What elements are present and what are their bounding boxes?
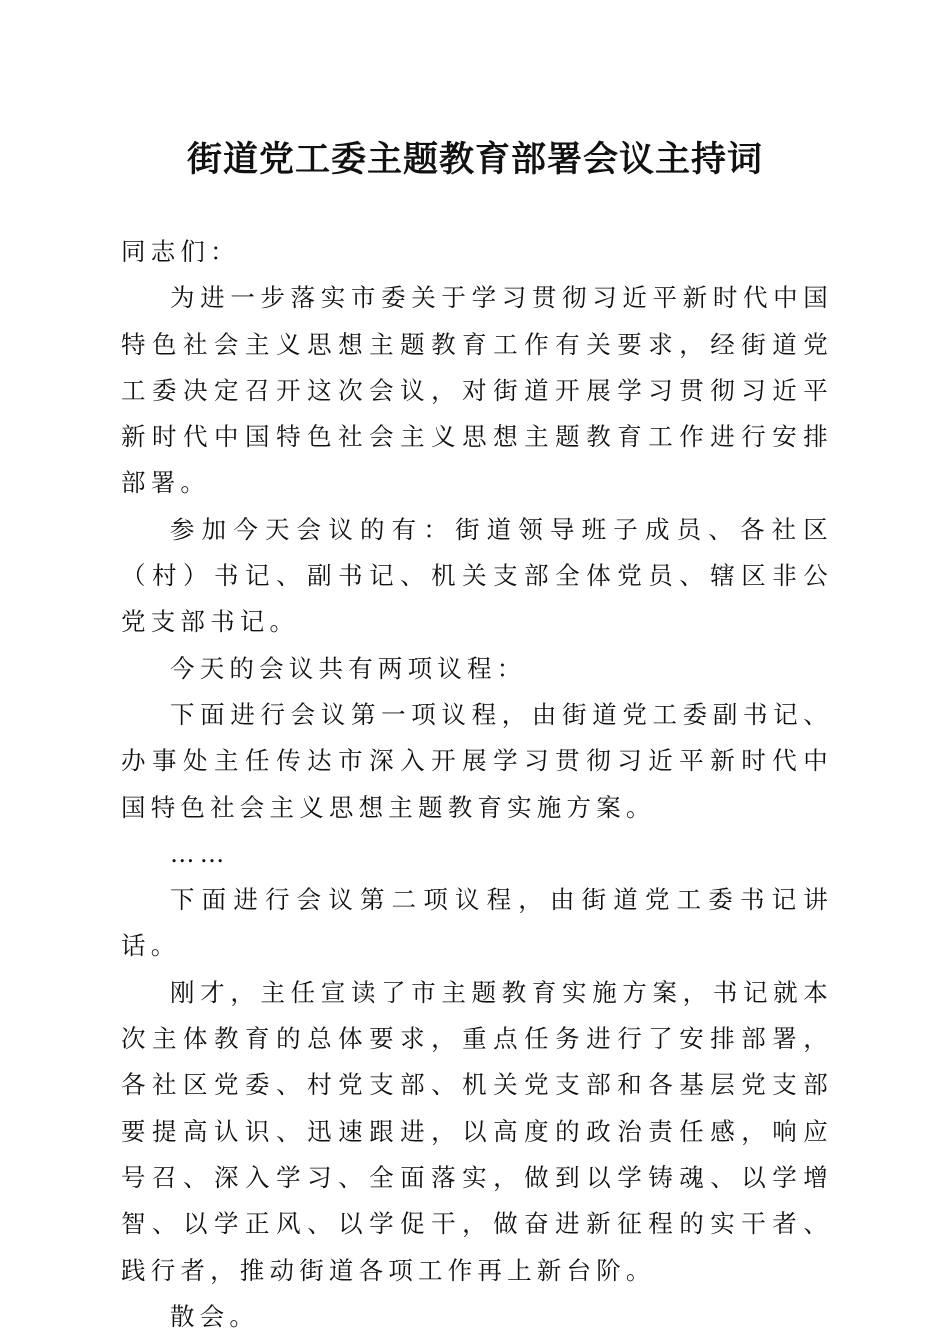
salutation: 同志们：	[121, 237, 240, 266]
paragraph-agenda-intro: 今天的会议共有两项议程：	[170, 653, 527, 683]
paragraph-purpose: 为进一步落实市委关于学习贯彻习近平新时代中国特色社会主义思想主题教育工作有关要求，经街道党工委决定召开这次会议，对街道开展学习贯彻习近平新时代中国特色社会主义思想主题教育工作进行安排部署。	[121, 283, 833, 498]
document-title: 街道党工委主题教育部署会议主持词	[186, 139, 763, 180]
document-body	[121, 229, 833, 1340]
paragraph-agenda-item-2: 下面进行会议第二项议程，由街道党工委书记讲话。	[121, 885, 833, 961]
paragraph-closing: 散会。	[170, 1301, 260, 1331]
paragraph-attendees: 参加今天会议的有：街道领导班子成员、各社区（村）书记、副书记、机关支部全体党员、辖区非公党支部书记。	[121, 514, 833, 637]
paragraph-ellipsis: ……	[170, 838, 230, 868]
paragraph-summary: 刚才，主任宣读了市主题教育实施方案，书记就本次主体教育的总体要求，重点任务进行了安排部署，各社区党委、村党支部、机关党支部和各基层党支部要提高认识、迅速跟进，以高度的政治责任感，响应号召、深入学习、全面落实，做到以学铸魂、以学增智、以学正风、以学促干，做奋进新征程的实干者、践行者，推动街道各项工作再上新台阶。	[121, 977, 833, 1285]
paragraph-agenda-item-1: 下面进行会议第一项议程，由街道党工委副书记、办事处主任传达市深入开展学习贯彻习近平新时代中国特色社会主义思想主题教育实施方案。	[121, 699, 833, 822]
